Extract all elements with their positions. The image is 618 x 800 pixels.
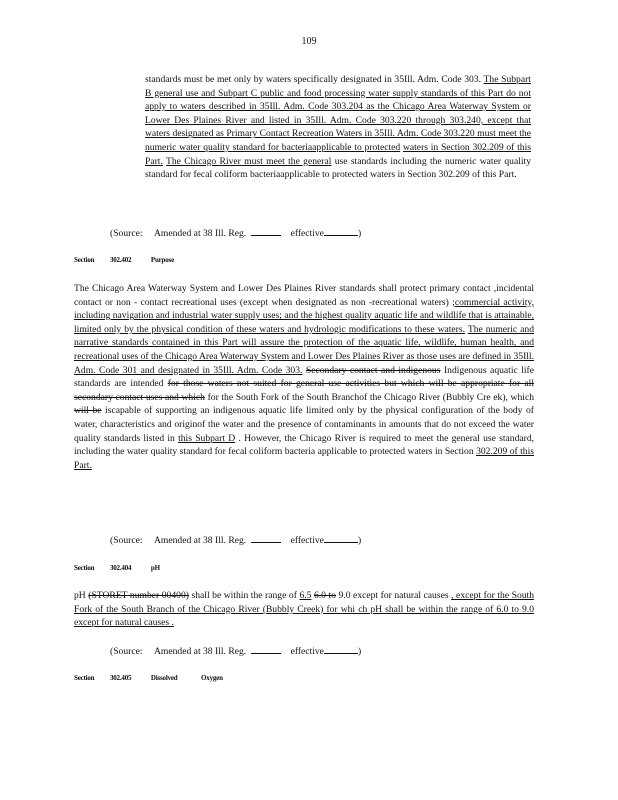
text-segment: standards must be met only by waters specifically designated in 35Ill. Adm. Code 303. (145, 74, 482, 85)
text-segment: shall be within the range of (191, 590, 297, 601)
inserted-text: The numeric and narrative standards contained in this Part will assure the protection of the aquatic life, wildlife, human health, and recreational uses of the Chicago Area Waterway System and Lower Des Plaines River as those uses are defined in 35Ill. Adm. Code 301 and designated in 35Ill. Adm. Code 303. (74, 323, 534, 376)
section-title: pH (150, 564, 160, 572)
deleted-text: will be (74, 405, 102, 417)
source-suffix: ) (357, 228, 362, 239)
section-heading-302-405 (74, 674, 223, 682)
text-segment: The Chicago Area Waterway System and Lower Des Plaines River standards shall protect primary contact (74, 283, 491, 294)
text-segment: . However, the Chicago River is required to meet the general use standard, including the water quality standard for fecal coliform bacteria applicable to protected waters in Section (74, 432, 535, 458)
paragraph-purpose (74, 282, 534, 472)
section-heading-302-402 (74, 256, 174, 264)
source-suffix: ) (357, 535, 362, 546)
inserted-text: , except for the South Fork of the South Branch of the Chicago River (Bubbly Creek) for whi ch pH shall be within the range of 6.0 to 9.0 except for natural causes . (74, 590, 535, 629)
text-segment: pH (74, 590, 86, 601)
inserted-text: 6.5 (299, 590, 312, 601)
source-effective: effective (290, 646, 324, 657)
section-label: Section (74, 564, 95, 572)
effective-blank (324, 644, 358, 654)
section-heading-302-404 (74, 564, 160, 572)
register-blank (251, 226, 281, 236)
deleted-text: Secondary contact and indigenous (305, 364, 441, 376)
source-effective: effective (290, 535, 324, 546)
section-label: Section (74, 256, 95, 264)
section-title: Purpose (150, 256, 174, 264)
source-note (110, 533, 361, 546)
text-segment: ,incidental contact or non - contact recreational uses (except when designated as non -recreational waters) (74, 283, 534, 308)
inserted-text: ;commercial activity, including navigation and industrial water supply uses; and the highest quality aquatic life and wildlife that is attainable, limited only by the physical condition of these waters and hydrologic modifications to these waters. (74, 296, 534, 335)
effective-blank (324, 226, 358, 236)
source-effective: effective (290, 228, 324, 239)
deleted-text: for those waters not suited for general use activities but which will be appropriate for all secondary contact uses and which (74, 378, 534, 403)
section-title: Dissolved (150, 674, 178, 682)
section-number: 302.402 (109, 256, 132, 264)
page-number: 109 (301, 36, 317, 47)
register-blank (251, 644, 281, 654)
inserted-text: this Subpart D (178, 432, 236, 444)
paragraph-standards (145, 73, 531, 182)
inserted-text: 302.209 of this Part. (74, 446, 534, 471)
section-title-continued: Oxygen (201, 674, 223, 682)
text-segment: for the South Fork of the South Branchof the Chicago River (Bubbly Cre ek), which (207, 391, 535, 403)
source-suffix: ) (357, 646, 362, 657)
deleted-text: 6.0 to (313, 590, 336, 601)
deleted-text: (STORET number 00400) (88, 590, 189, 601)
text-segment: use standards including the numeric water quality standard for fecal coliform bacteriaapplicable to protected waters in Section 302.209 of this Part. (145, 155, 531, 181)
inserted-text: The Chicago River must meet the general (166, 155, 332, 167)
effective-blank (324, 533, 358, 543)
section-label: Section (74, 674, 95, 682)
section-number: 302.405 (109, 674, 132, 682)
source-prefix: (Source: (110, 535, 143, 546)
paragraph-ph (74, 589, 534, 630)
inserted-text: The Subpart B general use and Subpart C public and food processing water supply standards of this Part do not apply to waters described in 35Ill. Adm. Code 303.204 as the Chicago Area Waterway System or Lower Des Plaines River and listed in 35Ill. Adm. Code 303.220 through 303.240, except that waters designated as Primary Contact Recreation Waters in 35Ill. Adm. Code 303.220 must meet the numeric water quality standard for bacteriaapplicable to protected (145, 74, 531, 153)
inserted-text: waters in Section 302.209 of this Part. (145, 141, 531, 167)
source-note (110, 644, 361, 657)
source-prefix: (Source: (110, 228, 143, 239)
source-amended: Amended at 38 Ill. Reg. (153, 646, 247, 657)
text-segment: iscapable of supporting an indigenous aquatic life limited only by the physical configuration of the body of water, characteristics and originof the water and the presence of contaminants in amounts that do not exceed the water quality standards listed in (74, 405, 534, 444)
section-number: 302.404 (109, 564, 132, 572)
register-blank (251, 533, 281, 543)
source-amended: Amended at 38 Ill. Reg. (153, 228, 247, 239)
text-segment: Indigenous aquatic life standards are intended (74, 364, 535, 390)
source-note (110, 226, 361, 239)
text-segment: 9.0 except for natural causes (338, 590, 449, 601)
source-prefix: (Source: (110, 646, 143, 657)
source-amended: Amended at 38 Ill. Reg. (153, 535, 247, 546)
